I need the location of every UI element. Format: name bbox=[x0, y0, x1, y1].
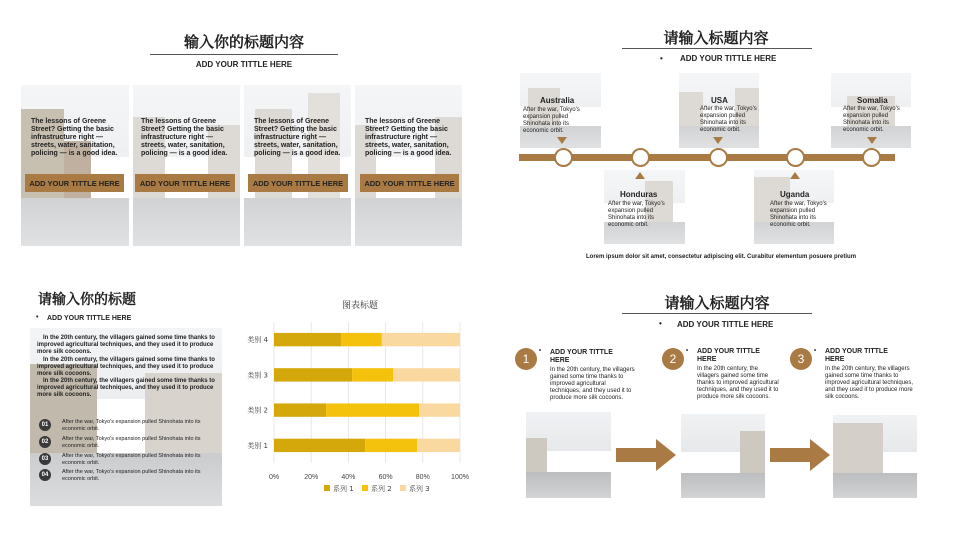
country-name: Somalia bbox=[857, 96, 888, 105]
footer-text: Lorem ipsum dolor sit amet, consectetur adipiscing elit. Curabitur elementum posuere pretium bbox=[586, 254, 857, 260]
card-text: The lessons of Greene Street? Getting the basic infrastructure right — streets, water, sanitation, policing — is a good idea. bbox=[365, 118, 452, 157]
country-text: After the war, Tokyo's expansion pulled Shinohata into its economic orbit. bbox=[770, 201, 827, 228]
card-photo bbox=[133, 85, 240, 246]
card-photo bbox=[355, 85, 462, 246]
title-divider bbox=[150, 54, 338, 55]
bullet: • bbox=[539, 348, 542, 354]
list-item: After the war, Tokyo's expansion pulled Shinohata into its economic orbit. bbox=[62, 436, 201, 449]
bar-segment bbox=[274, 333, 341, 346]
country-text: After the war, Tokyo's expansion pulled Shinohata into its economic orbit. bbox=[843, 106, 900, 133]
y-category-label: 类别 4 bbox=[247, 336, 268, 345]
page-subtitle: ADD YOUR TITTLE HERE bbox=[677, 320, 774, 329]
country-name: Honduras bbox=[620, 190, 658, 199]
paragraph: In the 20th century, the villagers gained some time thanks to improved agricultural techniques, and they used it to produce more silk cocoons. bbox=[37, 357, 215, 377]
bullet: • bbox=[660, 54, 663, 63]
stacked-bar-chart bbox=[240, 318, 480, 498]
page-subtitle: ADD YOUR TITTLE HERE bbox=[680, 54, 777, 63]
page-subtitle: ADD YOUR TITTLE HERE bbox=[195, 60, 293, 69]
page-subtitle: ADD YOUR TITTLE HERE bbox=[47, 315, 132, 322]
card-text: The lessons of Greene Street? Getting the basic infrastructure right — streets, water, sanitation, policing — is a good idea. bbox=[31, 118, 118, 157]
legend-swatch bbox=[362, 485, 368, 491]
step-text: In the 20th century, the villagers gained some time thanks to improved agricultural techniques, and they used it to produce more silk cocoons. bbox=[550, 367, 635, 401]
step-photo bbox=[526, 412, 611, 498]
card-label: ADD YOUR TITTLE HERE bbox=[252, 179, 344, 188]
card-text: The lessons of Greene Street? Getting the basic infrastructure right — streets, water, sanitation, policing — is a good idea. bbox=[254, 118, 341, 157]
y-category-label: 类别 3 bbox=[247, 371, 268, 380]
page-title: 请输入标题内容 bbox=[664, 294, 770, 312]
y-category-label: 类别 1 bbox=[247, 441, 268, 450]
step-title: ADD YOUR TITTLE HERE bbox=[550, 349, 613, 364]
bar-segment bbox=[274, 439, 365, 452]
paragraph: In the 20th century, the villagers gained some time thanks to improved agricultural techniques, and they used it to produce more silk cocoons. bbox=[37, 335, 215, 355]
legend-label: 系列 1 bbox=[333, 485, 354, 493]
x-tick-label: 40% bbox=[341, 474, 356, 481]
pointer-icon bbox=[790, 172, 800, 179]
page-title: 请输入标题内容 bbox=[663, 29, 769, 47]
arrow-right-icon bbox=[770, 439, 830, 471]
x-tick-label: 60% bbox=[378, 474, 393, 481]
timeline-node bbox=[631, 148, 650, 167]
bar-segment bbox=[393, 368, 460, 381]
card-label: ADD YOUR TITTLE HERE bbox=[139, 179, 231, 188]
step-text: In the 20th century, the villagers gained some time thanks to improved agricultural techniques, and they used it to produce more silk cocoons. bbox=[825, 366, 914, 400]
step-number: 2 bbox=[662, 348, 684, 370]
list-item: After the war, Tokyo's expansion pulled Shinohata into its economic orbit. bbox=[62, 469, 201, 482]
bar-segment bbox=[326, 403, 419, 416]
list-number: 01 bbox=[39, 419, 51, 431]
step-title: ADD YOUR TITTLE HERE bbox=[825, 348, 888, 363]
title-divider bbox=[622, 48, 812, 49]
pointer-icon bbox=[557, 137, 567, 144]
step-photo bbox=[681, 414, 765, 498]
pointer-icon bbox=[713, 137, 723, 144]
card-photo bbox=[21, 85, 129, 246]
country-text: After the war, Tokyo's expansion pulled Shinohata into its economic orbit. bbox=[608, 201, 665, 228]
legend-label: 系列 2 bbox=[371, 485, 392, 493]
bar-segment bbox=[417, 439, 460, 452]
card-photo bbox=[244, 85, 351, 246]
bullet: • bbox=[814, 348, 817, 354]
bar-segment bbox=[352, 368, 393, 381]
x-tick-label: 0% bbox=[268, 474, 280, 481]
x-tick-label: 20% bbox=[304, 474, 319, 481]
legend-swatch bbox=[400, 485, 406, 491]
timeline-line bbox=[519, 154, 895, 161]
pointer-icon bbox=[635, 172, 645, 179]
x-tick-label: 80% bbox=[415, 474, 430, 481]
bar-segment bbox=[382, 333, 460, 346]
step-number: 3 bbox=[790, 348, 812, 370]
pointer-icon bbox=[867, 137, 877, 144]
title-divider bbox=[622, 313, 812, 314]
legend-swatch bbox=[324, 485, 330, 491]
arrow-right-icon bbox=[616, 439, 676, 471]
list-number: 04 bbox=[39, 469, 51, 481]
bar-segment bbox=[365, 439, 417, 452]
bar-segment bbox=[419, 403, 460, 416]
country-text: After the war, Tokyo's expansion pulled Shinohata into its economic orbit. bbox=[700, 106, 757, 133]
list-item: After the war, Tokyo's expansion pulled Shinohata into its economic orbit. bbox=[62, 453, 201, 466]
bar-segment bbox=[274, 368, 352, 381]
bar-segment bbox=[274, 403, 326, 416]
list-item: After the war, Tokyo's expansion pulled Shinohata into its economic orbit. bbox=[62, 419, 201, 432]
y-category-label: 类别 2 bbox=[247, 406, 268, 415]
page-title: 输入你的标题内容 bbox=[183, 33, 304, 51]
timeline-node bbox=[554, 148, 573, 167]
step-photo bbox=[833, 415, 917, 498]
page-title: 请输入你的标题 bbox=[38, 292, 136, 308]
step-number: 1 bbox=[515, 348, 537, 370]
step-title: ADD YOUR TITTLE HERE bbox=[697, 348, 760, 363]
card-label: ADD YOUR TITTLE HERE bbox=[29, 179, 120, 188]
bullet: • bbox=[659, 319, 662, 328]
bullet: • bbox=[686, 348, 689, 354]
country-text: After the war, Tokyo's expansion pulled Shinohata into its economic orbit. bbox=[523, 107, 580, 134]
card-label: ADD YOUR TITTLE HERE bbox=[364, 179, 455, 188]
bar-segment bbox=[341, 333, 382, 346]
timeline-node bbox=[862, 148, 881, 167]
card-text: The lessons of Greene Street? Getting the basic infrastructure right — streets, water, sanitation, policing — is a good idea. bbox=[141, 118, 228, 157]
list-number: 03 bbox=[39, 453, 51, 465]
chart-title: 图表标题 bbox=[341, 300, 378, 310]
country-name: Australia bbox=[540, 96, 575, 105]
legend-label: 系列 3 bbox=[409, 485, 430, 493]
list-number: 02 bbox=[39, 436, 51, 448]
bullet: • bbox=[36, 314, 39, 321]
timeline-node bbox=[709, 148, 728, 167]
country-name: USA bbox=[711, 96, 728, 105]
x-tick-label: 100% bbox=[451, 474, 469, 481]
country-name: Uganda bbox=[780, 190, 810, 199]
step-text: In the 20th century, the villagers gained some time thanks to improved agricultural techniques, and they used it to produce more silk cocoons. bbox=[697, 366, 779, 400]
timeline-node bbox=[786, 148, 805, 167]
paragraph: In the 20th century, the villagers gained some time thanks to improved agricultural techniques, and they used it to produce more silk cocoons. bbox=[37, 378, 215, 398]
